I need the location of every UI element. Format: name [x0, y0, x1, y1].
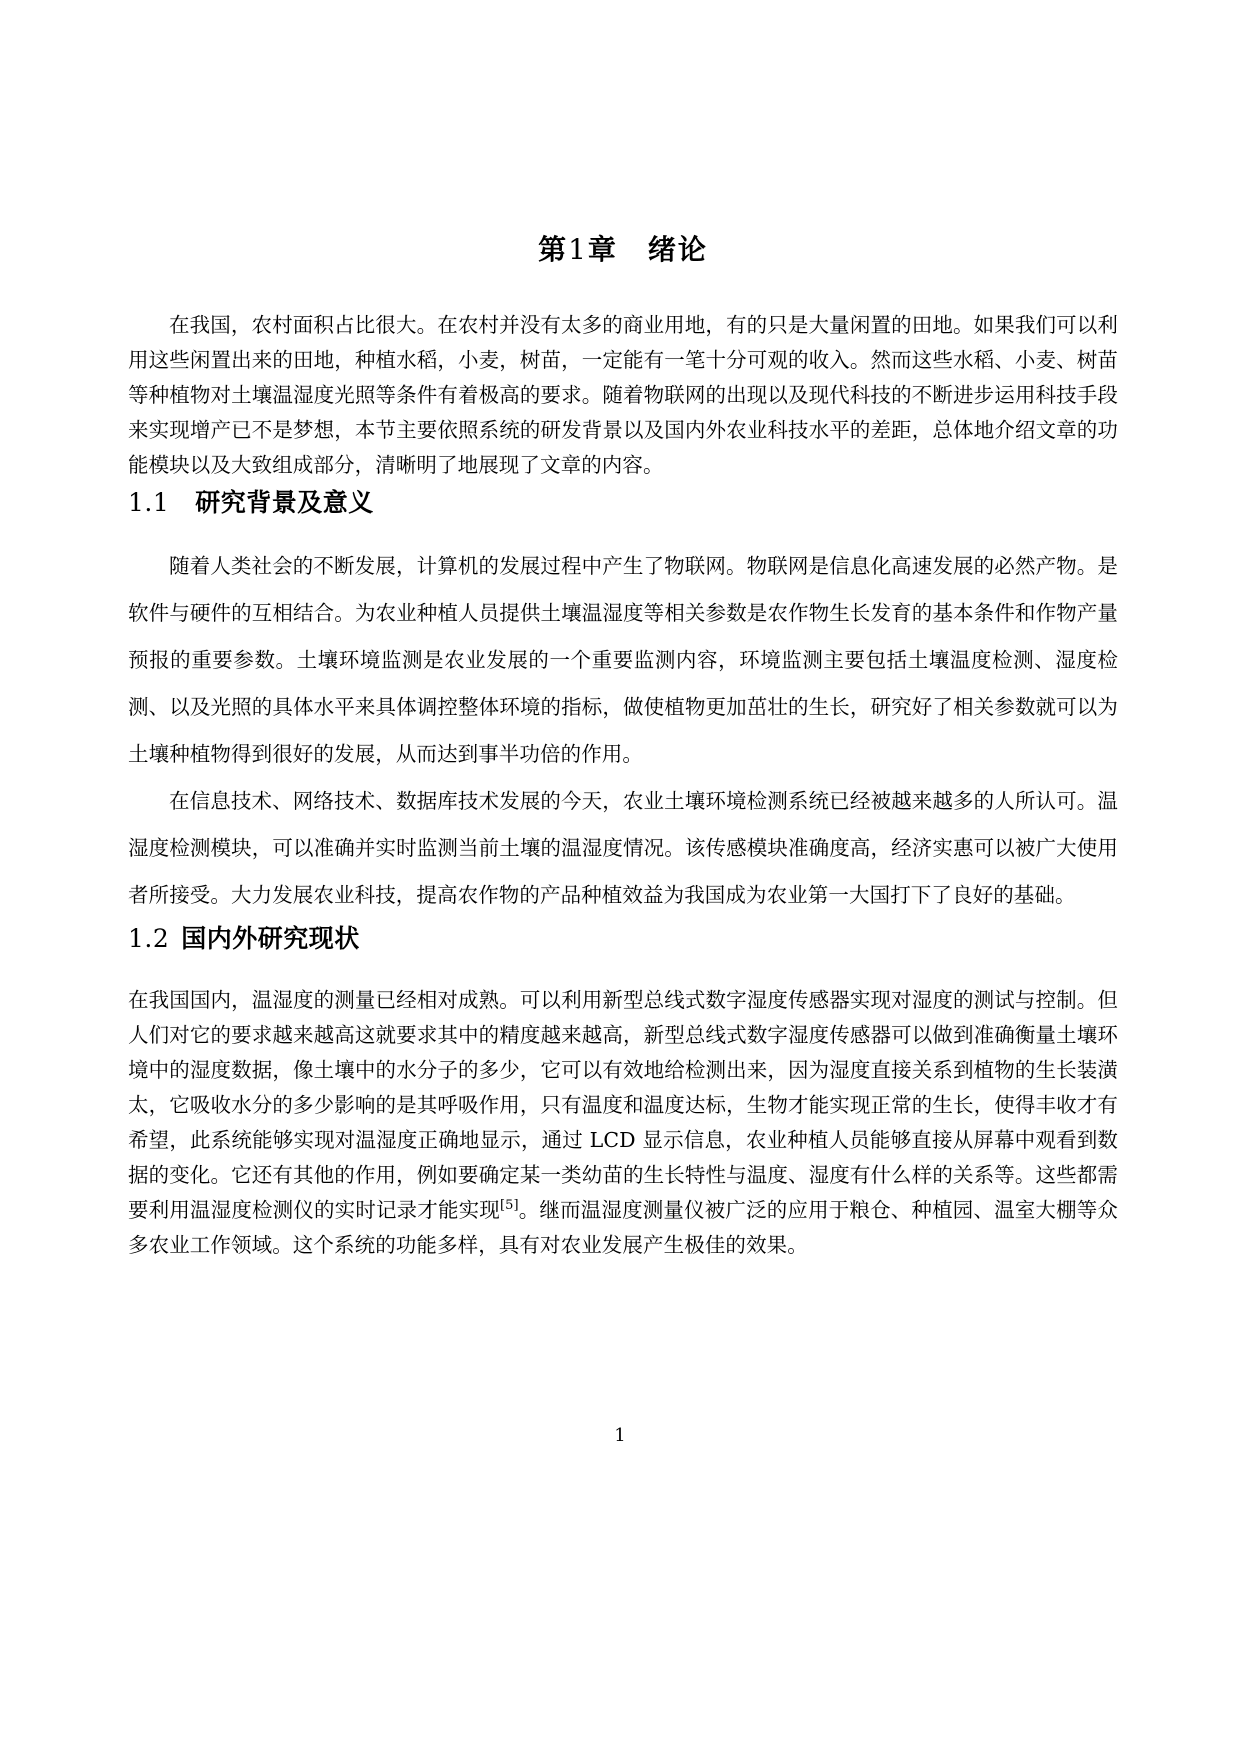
section-title-1-1: 研究背景及意义 [195, 488, 374, 517]
intro-paragraph: 在我国，农村面积占比很大。在农村并没有太多的商业用地，有的只是大量闲置的田地。如果我们可以利用这些闲置出来的田地，种植水稻，小麦，树苗，一定能有一笔十分可观的收入。然而这些水稻、小麦、树苗等种植物对土壤温湿度光照等条件有着极高的要求。随着物联网的出现以及现代科技的不断进步运用科技手段来实现增产已不是梦想，本节主要依照系统的研发背景以及国内外农业科技水平的差距，总体地介绍文章的功能模块以及大致组成部分，清晰明了地展现了文章的内容。 [128, 313, 1118, 477]
chapter-number: 1 [568, 233, 588, 266]
section-1-1-body [128, 543, 1118, 919]
section-number-1-1: 1.1 [128, 488, 170, 517]
chapter-suffix: 章 [587, 233, 618, 266]
reference-marker: [5] [499, 1198, 519, 1214]
page-number: 1 [614, 1425, 626, 1446]
section-number-1-2: 1.2 [128, 924, 170, 953]
section-1-1-paragraph-1: 随着人类社会的不断发展，计算机的发展过程中产生了物联网。物联网是信息化高速发展的必然产物。是软件与硬件的互相结合。为农业种植人员提供土壤温湿度等相关参数是农作物生长发育的基本条件和作物产量预报的重要参数。土壤环境监测是农业发展的一个重要监测内容，环境监测主要包括土壤温度检测、湿度检测、以及光照的具体水平来具体调控整体环境的指标，做使植物更加茁壮的生长，研究好了相关参数就可以为土壤种植物得到很好的发展，从而达到事半功倍的作用。 [128, 554, 1118, 766]
section-title-1-2: 国内外研究现状 [181, 924, 360, 953]
section-1-1-paragraph-2: 在信息技术、网络技术、数据库技术发展的今天，农业土壤环境检测系统已经被越来越多的人所认可。温湿度检测模块，可以准确并实时监测当前土壤的温湿度情况。该传感模块准确度高，经济实惠可以被广大使用者所接受。大力发展农业科技，提高农作物的产品种植效益为我国成为农业第一大国打下了良好的基础。 [128, 789, 1118, 907]
section-1-2-body [128, 983, 1118, 1263]
chapter-title-text: 绪论 [647, 233, 708, 266]
section-heading-1-1 [128, 483, 1118, 519]
intro-block [128, 308, 1118, 483]
chapter-title [128, 0, 1118, 268]
page-content [128, 0, 1118, 1263]
section-1-2-paragraph-1 [128, 983, 1118, 1263]
section-1-2-text-part1: 在我国国内，温湿度的测量已经相对成熟。可以利用新型总线式数字湿度传感器实现对湿度的测试与控制。但人们对它的要求越来越高这就要求其中的精度越来越高，新型总线式数字湿度传感器可以做到准确衡量土壤环境中的湿度数据，像土壤中的水分子的多少，它可以有效地给检测出来，因为湿度直接关系到植物的生长装潢太，它吸收水分的多少影响的是其呼吸作用，只有温度和温度达标，生物才能实现正常的生长，使得丰收才有希望，此系统能够实现对温湿度正确地显示，通过 LCD 显示信息，农业种植人员能够直接从屏幕中观看到数据的变化。它还有其他的作用，例如要确定某一类幼苗的生长特性与温度、湿度有什么样的关系等。这些都需要利用温湿度检测仪的实时记录才能实现 [128, 988, 1118, 1222]
chapter-prefix: 第 [538, 233, 569, 266]
section-1-2-text-part2: 。继而温湿度测量仪被广泛的应用于粮仓、种植园、温室大棚等众多农业工作领域。这个系统的功能多样，具有对农业发展产生极佳的效果。 [128, 1198, 1118, 1257]
section-heading-1-2 [128, 919, 1118, 955]
